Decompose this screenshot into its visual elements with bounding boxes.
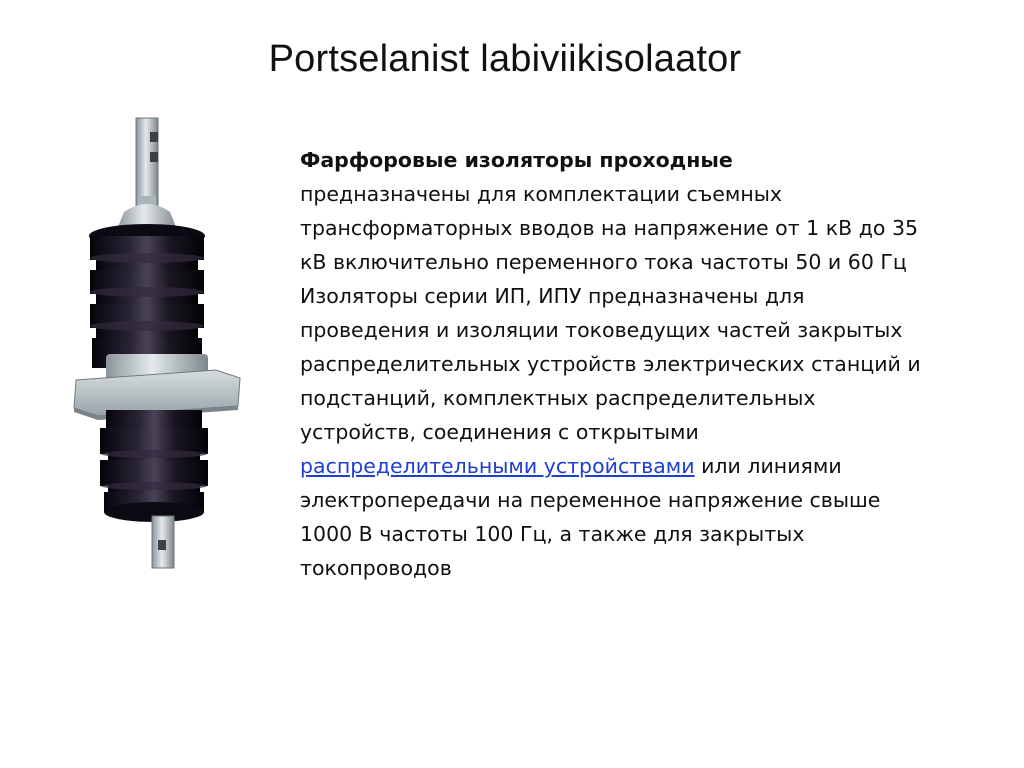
lower-porcelain-sheds xyxy=(100,410,208,522)
description-text xyxy=(300,143,1000,585)
slide-title: Portselanist labiviikisolaator xyxy=(268,38,742,80)
description-line: подстанций, комплектных распределительных xyxy=(300,386,816,410)
porcelain-insulator-image xyxy=(66,110,250,580)
description-line: распределительных устройств электрических станций и xyxy=(300,352,921,376)
description-lead: Фарфоровые изоляторы проходные xyxy=(300,148,733,172)
description-line: кВ включительно переменного тока частоты 50 и 60 Гц xyxy=(300,250,907,274)
description-line: устройств, соединения с открытыми xyxy=(300,420,699,444)
description-line: токопроводов xyxy=(300,556,452,580)
description-line: трансформаторных вводов на напряжение от 1 кВ до 35 xyxy=(300,216,919,240)
description-line: предназначены для комплектации съемных xyxy=(300,182,783,206)
description-line: электропередачи на переменное напряжение свыше xyxy=(300,488,881,512)
description-line-with-link xyxy=(300,449,1000,483)
link-suffix-text: или линиями xyxy=(694,454,842,478)
description-line: 1000 В частоты 100 Гц, а также для закрытых xyxy=(300,522,805,546)
description-line: Изоляторы серии ИП, ИПУ предназначены для xyxy=(300,284,805,308)
description-line: проведения и изоляции токоведущих частей закрытых xyxy=(300,318,903,342)
switchgear-link[interactable]: распределительными устройствами xyxy=(300,454,695,478)
